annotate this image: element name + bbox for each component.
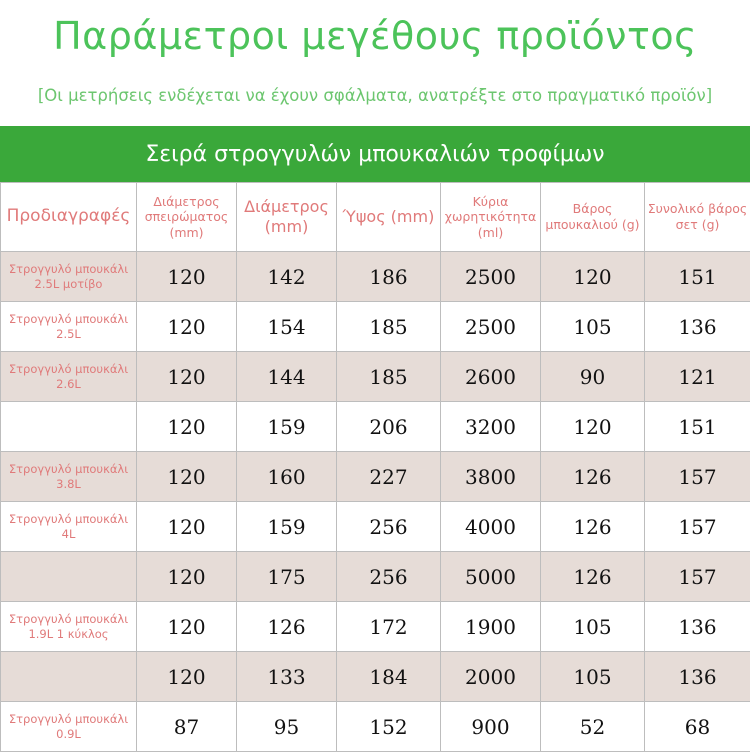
cell-bottle-weight: 126: [541, 452, 645, 502]
cell-thread-diameter: 120: [137, 652, 237, 702]
cell-bottle-weight: 105: [541, 652, 645, 702]
cell-capacity: 3200: [441, 402, 541, 452]
cell-capacity: 900: [441, 702, 541, 752]
page-title: Παράμετροι μεγέθους προϊόντος: [0, 14, 750, 58]
table-row: [1, 552, 750, 602]
measurement-note: [Οι μετρήσεις ενδέχεται να έχουν σφάλματα, ανατρέξτε στο πραγματικό προϊόν]: [0, 86, 750, 105]
cell-diameter: 133: [237, 652, 337, 702]
spec-table: [0, 182, 750, 752]
cell-height: 172: [337, 602, 441, 652]
series-banner-label: Σειρά στρογγυλών μπουκαλιών τροφίμων: [145, 142, 604, 167]
cell-height: 152: [337, 702, 441, 752]
row-spec-name: Στρογγυλό μπουκάλι 0.9L: [1, 702, 137, 752]
row-spec-name: Στρογγυλό μπουκάλι 2.6L: [1, 352, 137, 402]
cell-height: 185: [337, 352, 441, 402]
header-diameter: Διάμετρος (mm): [237, 183, 337, 252]
table-row: [1, 402, 750, 452]
row-spec-name: Στρογγυλό μπουκάλι 1.9L 1 κύκλος: [1, 602, 137, 652]
cell-diameter: 175: [237, 552, 337, 602]
cell-capacity: 2500: [441, 252, 541, 302]
cell-set-weight: 136: [645, 652, 750, 702]
cell-bottle-weight: 120: [541, 402, 645, 452]
cell-set-weight: 136: [645, 302, 750, 352]
cell-set-weight: 151: [645, 252, 750, 302]
series-banner: [0, 126, 750, 182]
cell-height: 256: [337, 502, 441, 552]
table-row: [1, 502, 750, 552]
table-header-row: [1, 183, 750, 252]
header-thread-diameter: Διάμετρος σπειρώματος (mm): [137, 183, 237, 252]
cell-bottle-weight: 120: [541, 252, 645, 302]
row-spec-name: [1, 652, 137, 702]
cell-set-weight: 157: [645, 552, 750, 602]
table-row: [1, 252, 750, 302]
row-spec-name: Στρογγυλό μπουκάλι 2.5L μοτίβο: [1, 252, 137, 302]
cell-diameter: 160: [237, 452, 337, 502]
table-row: [1, 702, 750, 752]
cell-thread-diameter: 120: [137, 352, 237, 402]
table-row: [1, 652, 750, 702]
row-spec-name: Στρογγυλό μπουκάλι 4L: [1, 502, 137, 552]
table-row: [1, 602, 750, 652]
cell-bottle-weight: 52: [541, 702, 645, 752]
cell-thread-diameter: 120: [137, 452, 237, 502]
cell-bottle-weight: 126: [541, 552, 645, 602]
cell-thread-diameter: 120: [137, 402, 237, 452]
cell-set-weight: 68: [645, 702, 750, 752]
cell-bottle-weight: 90: [541, 352, 645, 402]
cell-set-weight: 136: [645, 602, 750, 652]
cell-thread-diameter: 87: [137, 702, 237, 752]
cell-capacity: 4000: [441, 502, 541, 552]
cell-set-weight: 121: [645, 352, 750, 402]
cell-diameter: 142: [237, 252, 337, 302]
cell-height: 184: [337, 652, 441, 702]
cell-thread-diameter: 120: [137, 302, 237, 352]
cell-set-weight: 157: [645, 452, 750, 502]
cell-diameter: 154: [237, 302, 337, 352]
cell-diameter: 95: [237, 702, 337, 752]
cell-set-weight: 151: [645, 402, 750, 452]
cell-bottle-weight: 105: [541, 302, 645, 352]
cell-capacity: 5000: [441, 552, 541, 602]
table-row: [1, 352, 750, 402]
cell-height: 185: [337, 302, 441, 352]
cell-capacity: 2000: [441, 652, 541, 702]
cell-diameter: 159: [237, 402, 337, 452]
row-spec-name: [1, 552, 137, 602]
row-spec-name: [1, 402, 137, 452]
cell-diameter: 126: [237, 602, 337, 652]
header-bottle-weight: Βάρος μπουκαλιού (g): [541, 183, 645, 252]
cell-capacity: 2500: [441, 302, 541, 352]
table-row: [1, 452, 750, 502]
header-set-weight: Συνολικό βάρος σετ (g): [645, 183, 750, 252]
cell-capacity: 3800: [441, 452, 541, 502]
cell-bottle-weight: 105: [541, 602, 645, 652]
cell-height: 206: [337, 402, 441, 452]
header-capacity: Κύρια χωρητικότητα (ml): [441, 183, 541, 252]
row-spec-name: Στρογγυλό μπουκάλι 3.8L: [1, 452, 137, 502]
cell-thread-diameter: 120: [137, 602, 237, 652]
cell-height: 227: [337, 452, 441, 502]
header-spec: Προδιαγραφές: [1, 183, 137, 252]
cell-height: 186: [337, 252, 441, 302]
cell-diameter: 159: [237, 502, 337, 552]
cell-thread-diameter: 120: [137, 502, 237, 552]
cell-bottle-weight: 126: [541, 502, 645, 552]
cell-thread-diameter: 120: [137, 252, 237, 302]
header-height: Ύψος (mm): [337, 183, 441, 252]
cell-capacity: 2600: [441, 352, 541, 402]
cell-capacity: 1900: [441, 602, 541, 652]
cell-thread-diameter: 120: [137, 552, 237, 602]
cell-diameter: 144: [237, 352, 337, 402]
cell-height: 256: [337, 552, 441, 602]
table-row: [1, 302, 750, 352]
row-spec-name: Στρογγυλό μπουκάλι 2.5L: [1, 302, 137, 352]
cell-set-weight: 157: [645, 502, 750, 552]
